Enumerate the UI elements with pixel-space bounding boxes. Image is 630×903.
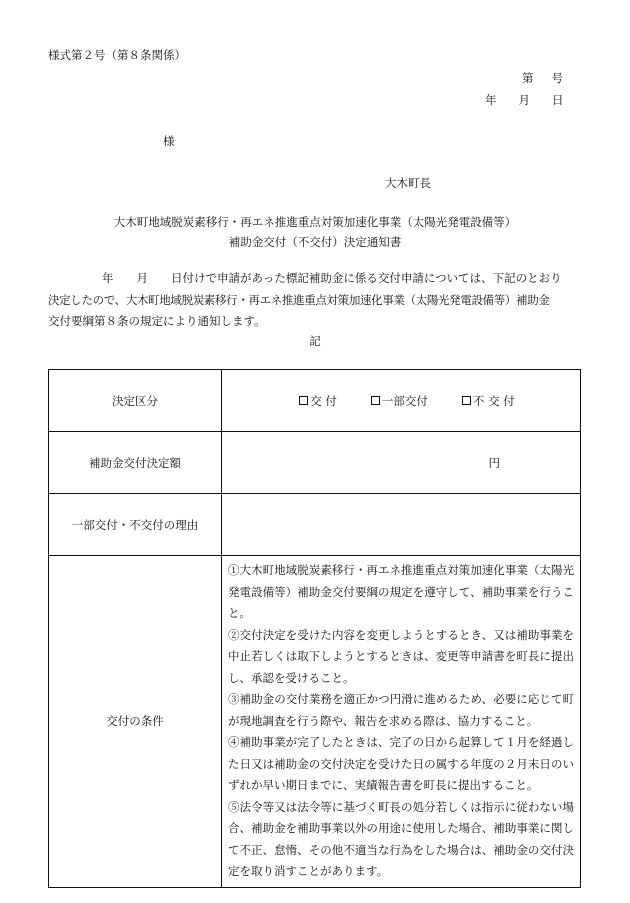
yen-unit: 円 <box>488 455 500 470</box>
body-line-3: 交付要綱第８条の規定により通知します。 <box>48 314 266 328</box>
choice-partial-label: 一部交付 <box>381 393 428 408</box>
ki-marker: 記 <box>309 334 321 348</box>
checkbox-icon[interactable] <box>371 396 380 405</box>
decision-type-label: 決定区分 <box>49 370 222 432</box>
choice-partial[interactable] <box>371 393 428 409</box>
issue-date <box>485 92 564 108</box>
condition-item: ①大木町地域脱炭素移行・再エネ推進重点対策加速化事業（太陽光発電設備等）補助金交付要綱の規定を遵守して、補助事業を行うこと。 <box>228 563 574 620</box>
choice-grant-label: 交 付 <box>310 393 337 408</box>
decision-table <box>48 369 581 888</box>
table-row <box>49 556 581 888</box>
document-number <box>522 70 563 86</box>
sender: 大木町長 <box>385 176 431 190</box>
form-number: 様式第２号（第８条関係） <box>48 48 186 62</box>
document-title-line2: 補助金交付（不交付）決定通知書 <box>228 235 402 249</box>
date-year: 年 <box>485 93 497 107</box>
choice-grant[interactable] <box>299 393 337 409</box>
body-text <box>48 268 576 333</box>
recipient: 様 <box>163 134 175 148</box>
reason-label: 一部交付・不交付の理由 <box>49 494 222 556</box>
checkbox-icon[interactable] <box>299 396 308 405</box>
condition-item: ③補助金の交付業務を適正かつ円滑に進めるため、必要に応じて町が現地調査を行う際や、報告を求める際は、協力すること。 <box>228 692 574 728</box>
choice-deny-label: 不 交 付 <box>472 393 515 408</box>
condition-item: ④補助事業が完了したときは、完了の日から起算して１月を経過した日又は補助金の交付決定を受けた日の属する年度の２月末日のいずれか早い期日までに、実績報告書を町長に提出すること。 <box>228 735 574 792</box>
condition-item: ⑤法令等又は法令等に基づく町長の処分若しくは指示に従わない場合、補助金を補助事業以外の用途に使用した場合、補助事業に関して不正、怠惰、その他不適当な行為をした場合は、補助金の交付決定を取り消すことがあります。 <box>228 799 574 878</box>
doc-number-suffix: 号 <box>551 71 563 85</box>
body-line-1: 年 月 日付けで申請があった標記補助金に係る交付申請については、下記のとおり <box>102 271 562 285</box>
checkbox-icon[interactable] <box>462 396 471 405</box>
condition-item: ②交付決定を受けた内容を変更しようとするとき、又は補助事業を中止若しくは取下しようとするときは、変更等申請書を町長に提出し、承認を受けること。 <box>228 627 574 685</box>
choice-deny[interactable] <box>462 393 515 409</box>
conditions-label: 交付の条件 <box>49 556 222 888</box>
grant-amount-value[interactable] <box>222 432 581 494</box>
grant-amount-label: 補助金交付決定額 <box>49 432 222 494</box>
table-row <box>49 432 581 494</box>
decision-type-choices <box>222 370 581 432</box>
table-row <box>49 370 581 432</box>
date-day: 日 <box>552 93 564 107</box>
document-title-line1: 大木町地域脱炭素移行・再エネ推進重点対策加速化事業（太陽光発電設備等） <box>113 215 517 229</box>
doc-number-prefix: 第 <box>522 71 534 85</box>
table-row <box>49 494 581 556</box>
conditions-text <box>222 556 581 888</box>
reason-value[interactable] <box>222 494 581 556</box>
body-line-2: 決定したので、大木町地域脱炭素移行・再エネ推進重点対策加速化事業（太陽光発電設備等）補助金 <box>48 292 550 307</box>
date-month: 月 <box>518 93 530 107</box>
